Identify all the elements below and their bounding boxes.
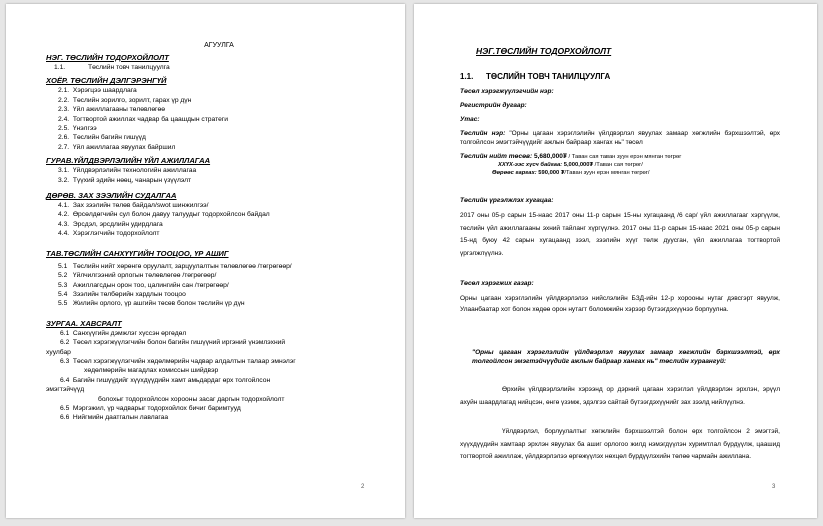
toc-item: 6.3 Төсөл хэрэгжүүлэгчийн хөдөлмөрийн чадвар алдалтын талаар эмнэлэг хөдөлмөрийн магадлах комиссын шийдвэр (60, 357, 296, 375)
toc-item: 5.3 Ажиллагсдын орон тоо, цалингийн сан /төгрөгөөр/ (58, 281, 229, 289)
toc-section-4 (46, 191, 376, 239)
toc-item: 2.7. Үйл ажиллагаа явуулах байршил (58, 143, 176, 151)
toc-item: 3.2. Түүхий эдийн нөөц, чанарын үзүүлэлт (58, 176, 192, 184)
toc-section-heading: ДӨРӨВ. ЗАХ ЗЭЭЛИЙН СУДАЛГАА (46, 191, 177, 201)
chapter-title: НЭГ.ТӨСЛИЙН ТОДОРХОЙЛОЛТ (476, 46, 612, 56)
toc-item: 2.3. Үйл ажиллагааны төлөвлөгөө (58, 106, 165, 114)
toc-title: АГУУЛГА (204, 42, 234, 49)
document-page-3[interactable] (414, 4, 817, 518)
toc-item: 5.5 Жилийн орлого, үр ашгийн төсөв болон төслийн үр дүн (58, 300, 245, 308)
location-label: Төсөл хэрэгжих газар: (460, 280, 534, 287)
document-page-2[interactable] (6, 4, 405, 518)
toc-item: 5.2 Үйлчилгээний орлогын төлөвлөгөө /төгрөгөөр/ (58, 272, 217, 280)
toc-item: 4.3. Эрсдэл, эрсдлийн удирдлага (58, 220, 163, 228)
toc-item: 2.2. Төслийн зорилго, зорилт, гарах үр дүн (58, 96, 192, 104)
toc-item: 6.5 Мэргэжил, үр чадварыг тодорхойлох бичиг баримтууд (60, 404, 241, 412)
toc-section-1 (46, 53, 376, 72)
implementer-field: Төсөл хэрэгжүүлэгчийн нэр: (460, 88, 554, 95)
toc-section-heading: НЭГ. ТӨСЛИЙН ТОДОРХОЙЛОЛТ (46, 53, 169, 62)
phone-field: Утас: (460, 116, 480, 123)
page-number: 2 (361, 484, 365, 490)
toc-item: болохыг тодорхойлсон хорооны засаг даргын тодорхойлолт (98, 395, 285, 403)
toc-item: 2.4. Тогтвортой ажиллах чадвар ба цаашдын стратеги (58, 115, 228, 123)
toc-section-2 (46, 76, 376, 152)
toc-section-6 (46, 319, 376, 423)
toc-section-heading: ЗУРГАА. ХАВСРАЛТ (46, 318, 122, 328)
summary-paragraph-2: Үйлдвэрлэл, борлуулалтыг хөгжлийн бэрхшээлтэй болон өрх толгойлсон 2 эмэгтэй, хүүхдүүдийн хамтаар эрхлэн явуулах ба ашиг орлогоо жилд нэмэгдүүлэн хуримтлал бүрдүүлж, цаашид тогтвортой ажиллаж, үйлдвэрлэлээ өргөжүүлэх нөхцөл бүрдүүлэхийн төлөө чармайн ажиллана. (460, 428, 780, 460)
toc-section-3 (46, 156, 376, 185)
toc-item: 2.6. Төслийн багийн гишүүд (58, 134, 146, 142)
toc-section-heading: ХОЁР. ТӨСЛИЙН ДЭЛГЭРЭНГҮЙ (46, 76, 167, 86)
duration-label: Төслийн үргэлжлэх хугацаа: (460, 197, 554, 204)
location-text: Орны цагаан хэрэглэлийн үйлдвэрлэлээ нийслэлийн БЗД-ийн 12-р хорооны нутаг дэвсгэрт явуулж, Улаанбаатар хот болон хөдөө орон нутагт боломжийн хэрээр бүтээгдэхүүнээ борлуулна. (460, 295, 780, 313)
table-of-contents (46, 42, 376, 423)
toc-item: 2.5. Үнэлгээ (58, 125, 97, 133)
toc-item: 6.2 Төсөл хэрэгжүүлэгчийн болон багийн гишүүний иргэний үнэмлэхний хуулбар (46, 339, 286, 356)
budget-block: Төслийн нийт төсөв: 5,680,000₮ / Таван сая таван зуун ерэн мянган төгрөг ХХҮХ-ээс хүсч байгаа: 5,000,000₮ /Таван сая төгрөг/ Өөрөөс гаргах: 590,000 ₮/Таван зуун ерэн мянган төгрөг/ (460, 153, 682, 176)
toc-item: 4.2. Өрсөлдөгчийн сул болон давуу талуудыг тодорхойлсон байдал (58, 211, 270, 219)
summary-heading: "Орны цагаан хэрэглэлийн үйлдвэрлэл явуулах замаар хөгжлийн бэрхшээлтэй, өрх толгойлсон эмэгтэйчүүдийг ажлын байраар хангах нь" төслийн хураангуй: (472, 349, 780, 365)
summary-paragraph-1: Өрхийн үйлдвэрлэлийн хэрээнд ор дэрний цагаан хэрэглэл үйлдвэрлэн эрхлэн, эрүүл ахуйн шаардлагад нийцсэн, өнгө үзэмж, эдэлгээ сайтай бүтээгдэхүүнийг зах зээлд нийлүүлнэ. (460, 386, 780, 406)
toc-item: 6.1 Санхүүгийн дэмжлэг хүссэн өргөдөл (60, 329, 187, 337)
toc-item: 3.1. Үйлдвэрлэлийн технологийн ажиллагаа (58, 167, 197, 175)
registry-field: Регистрийн дугаар: (460, 102, 527, 109)
duration-text: 2017 оны 05-р сарын 15-наас 2017 оны 11-р сарын 15-ны хугацаанд /6 сар/ үйл ажиллагааг хэргүүлж, төслийн үйл ажиллагааны эхний тайланг хүргүүлнэ. 2017 оны 11-р сарын 15-наас 2021 оны 05-р сарын 15-нд буюу 42 сарын хугацаанд зээл, зээлийн хүүг төлж дуусган, үйл ажиллагаа тогтвортой үргэлжлүүлнэ. (460, 212, 780, 257)
toc-section-heading: ГУРАВ.ҮЙЛДВЭРЛЭЛИЙН ҮЙЛ АЖИЛЛАГАА (46, 156, 211, 166)
section-title: 1.1. ТӨСЛИЙН ТОВЧ ТАНИЛЦУУЛГА (460, 72, 611, 81)
toc-item: 4.1. Зах зээлийн төлөв байдал/swot шинжилгээ/ (58, 202, 209, 210)
toc-section-heading: ТАВ.ТӨСЛИЙН САНХҮҮГИЙН ТООЦОО, ҮР АШИГ (46, 248, 229, 258)
toc-item: 1.1. Төслийн товч танилцуулга (54, 64, 170, 71)
toc-item: 5.1 Төслийн нийт хөрөнгө оруулалт, зарцуулалтын төлөвлөгөө /төгрөгөөр/ (58, 262, 292, 270)
toc-item: 4.4. Хэрэглэгчийн тодорхойлолт (58, 230, 160, 238)
toc-item: 6.6 Нийгмийн даатгалын лавлагаа (60, 414, 169, 422)
toc-section-5 (46, 249, 376, 309)
page-number: 3 (772, 484, 776, 490)
project-name: Төслийн нэр: "Орны цагаан хэрэглэлийн үйлдвэрлэл явуулах замаар хөгжлийн бэрхшээлтэй, өрх толгойлсон эмэгтэйчүүдийг ажлын байраар хангах нь" төсөл (460, 130, 780, 146)
toc-item: 6.4 Багийн гишүүдийг хүүхдүүдийн хамт амьдардаг өрх толгойлсон эмэгтэйчүүд (46, 376, 271, 394)
toc-item: 2.1. Хэрэгцээ шаардлага (58, 87, 137, 95)
toc-item: 5.4 Зээлийн төлбөрийн хардлын тооцоо (58, 290, 186, 298)
